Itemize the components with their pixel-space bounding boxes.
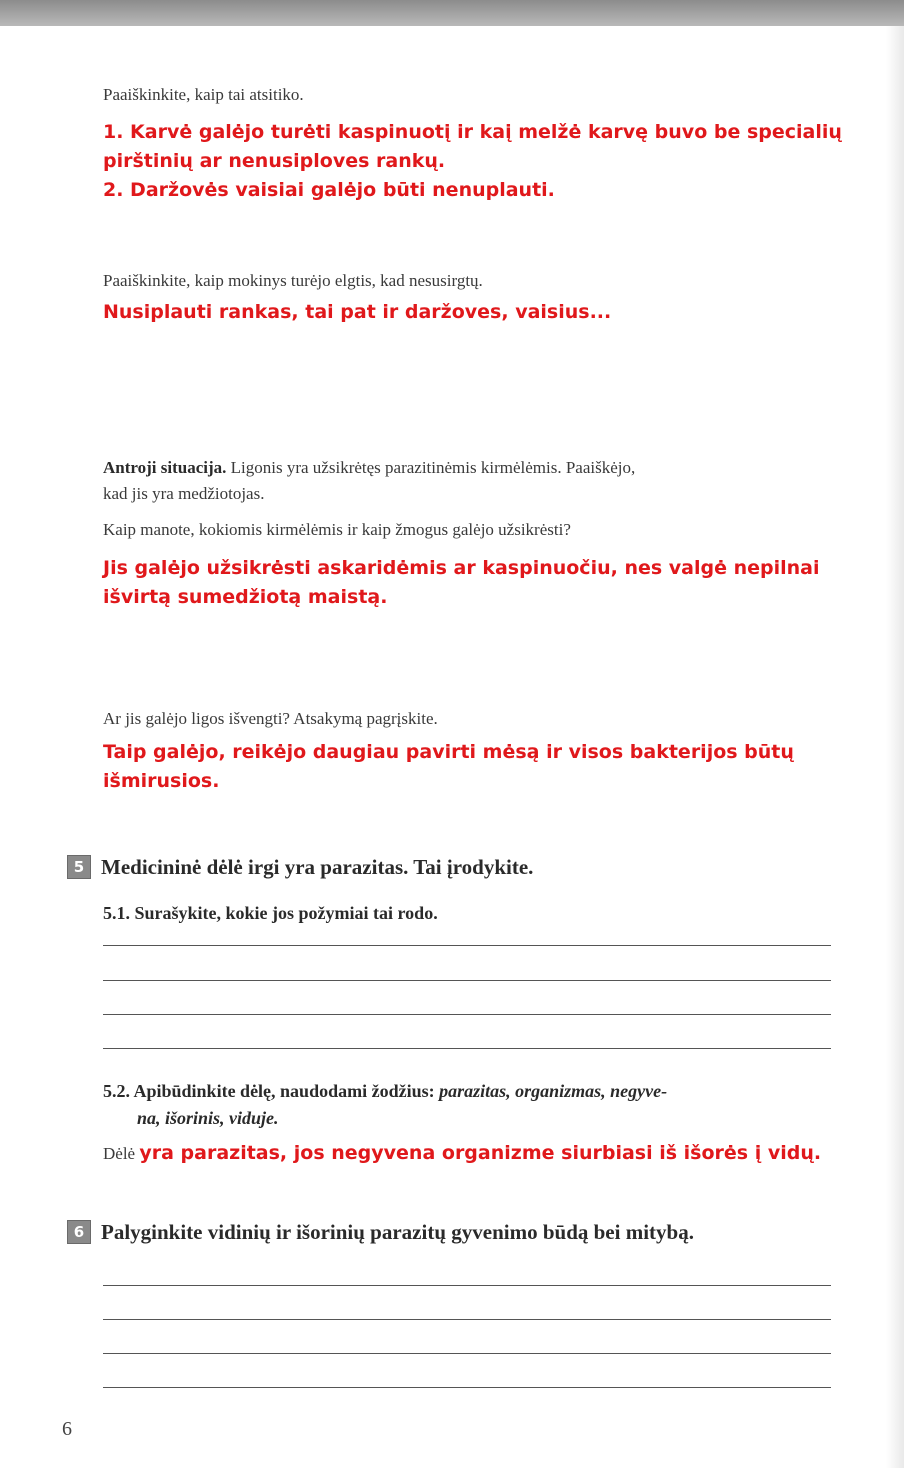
task-5-number: 5 [67, 855, 91, 879]
answer-line[interactable] [103, 1387, 831, 1388]
answer-could-avoid: Taip galėjo, reikėjo daugiau pavirti mėsą ir visos bakterijos būtų išmirusios. [103, 741, 794, 792]
answer-line[interactable] [103, 945, 831, 946]
page-number: 6 [62, 1418, 72, 1440]
answer-which-worms: Jis galėjo užsikrėsti askaridėmis ar kaspinuočiu, nes valgė nepilnai išvirtą sumedžiotą maistą. [103, 557, 820, 608]
question-how-it-happened: Paaiškinkite, kaip tai atsitiko. [103, 85, 304, 104]
question-which-worms: Kaip manote, kokiomis kirmėlėmis ir kaip žmogus galėjo užsikrėsti? [103, 520, 571, 539]
task-5-1-prompt: 5.1. Surašykite, kokie jos požymiai tai rodo. [103, 903, 438, 923]
question-could-avoid: Ar jis galėjo ligos išvengti? Atsakymą pagrįskite. [103, 709, 438, 728]
answer-line[interactable] [103, 1285, 831, 1286]
task-5-2-prompt: 5.2. Apibūdinkite dėlę, naudodami žodžius: parazitas, organizmas, negyve- na, išorinis, viduje. [103, 1081, 668, 1128]
answer-line[interactable] [103, 1048, 831, 1049]
scan-right-edge [886, 26, 904, 1468]
second-situation-text: Antroji situacija. Ligonis yra užsikrėtęs parazitinėmis kirmėlėmis. Paaiškėjo, kad jis yra medžiotojas. [103, 458, 636, 503]
answer-line[interactable] [103, 980, 831, 981]
answer-how-to-behave: Nusiplauti rankas, tai pat ir daržoves, vaisius... [103, 301, 612, 323]
question-how-to-behave: Paaiškinkite, kaip mokinys turėjo elgtis, kad nesusirgtų. [103, 271, 483, 290]
answer-line[interactable] [103, 1014, 831, 1015]
answer-line[interactable] [103, 1353, 831, 1354]
task-5-heading: 5 Medicininė dėlė irgi yra parazitas. Tai įrodykite. [67, 855, 533, 880]
task-6-heading: 6 Palyginkite vidinių ir išorinių parazitų gyvenimo būdą bei mitybą. [67, 1220, 694, 1245]
answer-how-it-happened: 1. Karvė galėjo turėti kaspinuotį ir kaį melžė karvę buvo be specialių pirštinių ar nenusiploves rankų. 2. Daržovės vaisiai galėjo būti nenuplauti. [103, 121, 842, 201]
task-6-number: 6 [67, 1220, 91, 1244]
task-5-2-answer: Dėlė yra parazitas, jos negyvena organizme siurbiasi iš išorės į vidų. [103, 1142, 822, 1164]
answer-line[interactable] [103, 1319, 831, 1320]
scan-top-edge [0, 0, 904, 26]
